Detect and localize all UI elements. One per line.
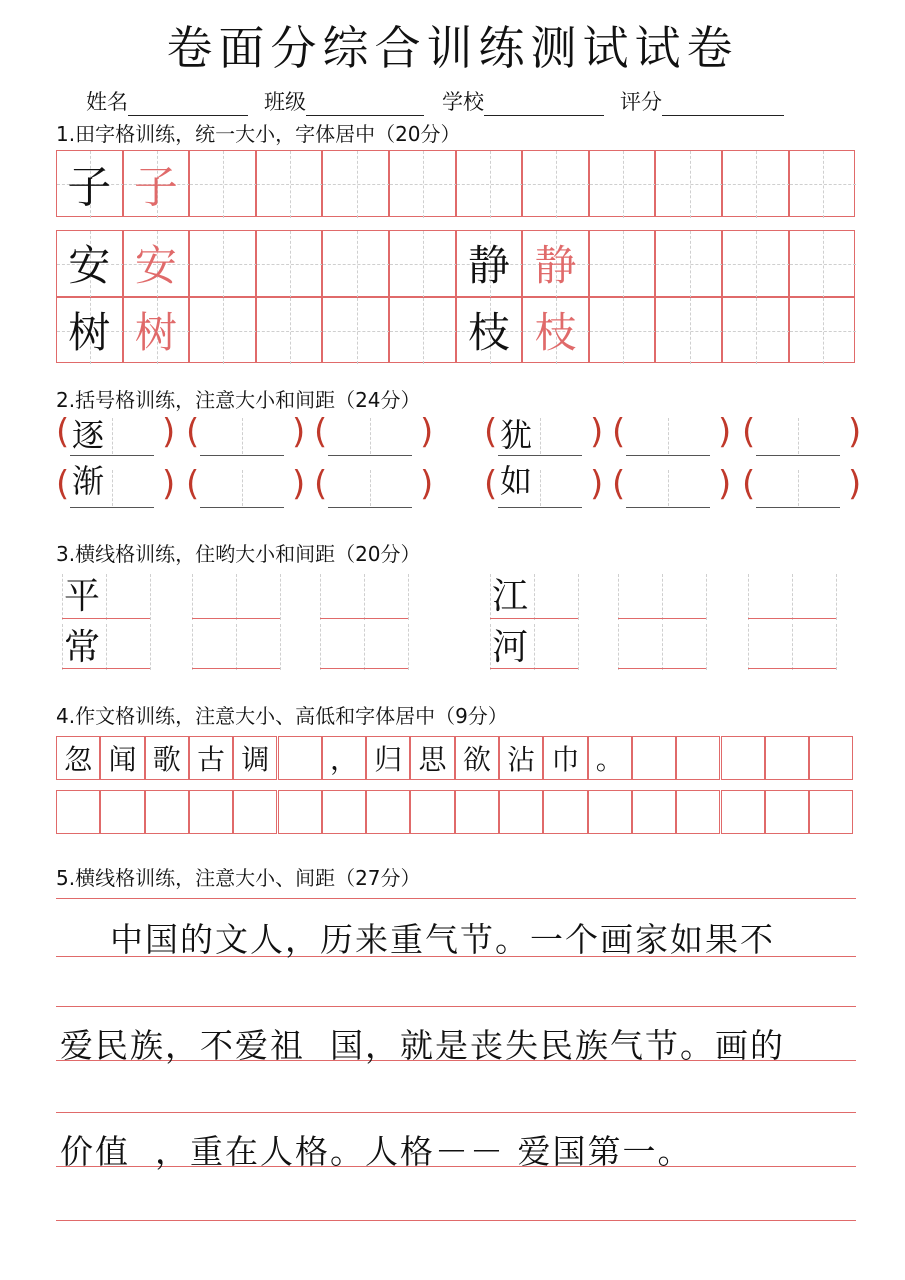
composition-cell[interactable] <box>676 790 720 834</box>
composition-cell[interactable] <box>145 790 189 834</box>
section1-heading: 1.田字格训练，统一大小，字体居中（20分） <box>56 122 461 146</box>
tianzige-cell[interactable] <box>589 297 656 364</box>
composition-cell[interactable] <box>366 790 410 834</box>
model-character: 枝 <box>467 307 510 357</box>
line-grid-word: 平常 <box>64 576 101 668</box>
tianzige-cell[interactable] <box>522 297 589 364</box>
composition-char: 闻 <box>108 743 137 776</box>
composition-cell[interactable] <box>588 736 632 780</box>
bracket-answer-box[interactable] <box>70 468 154 508</box>
composition-cell[interactable] <box>322 736 366 780</box>
composition-cell[interactable] <box>56 790 100 834</box>
composition-cell[interactable] <box>410 790 454 834</box>
bracket-answer-box[interactable] <box>756 416 840 456</box>
composition-cell[interactable] <box>455 736 499 780</box>
writing-line <box>56 1112 856 1113</box>
tianzige-cell[interactable] <box>522 150 589 217</box>
tianzige-cell[interactable] <box>56 150 123 217</box>
composition-cell[interactable] <box>765 736 809 780</box>
trace-character: 枝 <box>534 307 577 357</box>
composition-cell[interactable] <box>366 736 410 780</box>
composition-char: ， <box>329 743 358 776</box>
bracket-answer-box[interactable] <box>328 468 412 508</box>
composition-char: 古 <box>197 743 226 776</box>
writing-line <box>56 1220 856 1221</box>
bracket-right: ) <box>292 412 306 452</box>
composition-cell[interactable] <box>676 736 720 780</box>
bracket-left: ( <box>186 464 200 504</box>
score-label: 评分 <box>620 90 662 114</box>
bracket-right: ) <box>848 464 862 504</box>
tianzige-cell[interactable] <box>655 150 722 217</box>
tianzige-cell[interactable] <box>522 230 589 297</box>
composition-cell[interactable] <box>100 790 144 834</box>
bracket-left: ( <box>186 412 200 452</box>
bracket-answer-box[interactable] <box>626 416 710 456</box>
trace-character: 子 <box>133 162 178 214</box>
tianzige-cell[interactable] <box>655 297 722 364</box>
bracket-right: ) <box>718 412 732 452</box>
line-grid-box[interactable] <box>192 624 280 670</box>
tianzige-cell[interactable] <box>789 230 856 297</box>
paragraph-line-2: 爱民族，不爱祖 国，就是丧失民族气节。画的 <box>60 1026 785 1065</box>
bracket-left: ( <box>484 464 498 504</box>
line-grid-box[interactable] <box>748 574 836 620</box>
bracket-left: ( <box>56 412 70 452</box>
tianzige-cell[interactable] <box>389 230 456 297</box>
composition-char: 调 <box>241 743 270 776</box>
tianzige-cell[interactable] <box>789 297 856 364</box>
bracket-left: ( <box>314 412 328 452</box>
line-grid-box[interactable] <box>748 624 836 670</box>
composition-cell[interactable] <box>543 790 587 834</box>
composition-cell[interactable] <box>632 790 676 834</box>
trace-character: 树 <box>134 307 177 357</box>
tianzige-cell[interactable] <box>589 230 656 297</box>
tianzige-cell[interactable] <box>456 297 523 364</box>
bracket-left: ( <box>742 412 756 452</box>
composition-cell[interactable] <box>322 790 366 834</box>
page-title: 卷面分综合训练测试试卷 <box>166 21 739 75</box>
bracket-answer-box[interactable] <box>200 416 284 456</box>
tianzige-cell[interactable] <box>123 297 190 364</box>
composition-cell[interactable] <box>632 736 676 780</box>
line-grid-word: 江河 <box>492 576 529 668</box>
line-grid-box[interactable] <box>192 574 280 620</box>
composition-cell[interactable] <box>809 736 853 780</box>
tianzige-cell[interactable] <box>389 297 456 364</box>
bracket-answer-box[interactable] <box>626 468 710 508</box>
composition-char: 忽 <box>64 743 93 776</box>
model-character: 静 <box>467 241 510 291</box>
tianzige-cell[interactable] <box>123 150 190 217</box>
composition-char: 思 <box>418 743 447 776</box>
class-label: 班级 <box>264 90 306 114</box>
composition-cell[interactable] <box>189 790 233 834</box>
bracket-answer-box[interactable] <box>200 468 284 508</box>
composition-cell[interactable] <box>721 790 765 834</box>
trace-character: 安 <box>134 241 177 291</box>
line-grid-box[interactable] <box>618 624 706 670</box>
tianzige-cell[interactable] <box>589 150 656 217</box>
bracket-right: ) <box>420 464 434 504</box>
composition-cell[interactable] <box>543 736 587 780</box>
composition-cell[interactable] <box>233 790 277 834</box>
tianzige-cell[interactable] <box>123 230 190 297</box>
tianzige-cell[interactable] <box>456 230 523 297</box>
composition-cell[interactable] <box>189 736 233 780</box>
tianzige-cell[interactable] <box>389 150 456 217</box>
school-label: 学校 <box>442 90 484 114</box>
composition-cell[interactable] <box>809 790 853 834</box>
name-field[interactable] <box>86 86 248 116</box>
composition-char: 巾 <box>551 743 580 776</box>
paragraph-line-3: 价值 ，重在人格。人格－－ 爱国第一。 <box>60 1132 693 1171</box>
tianzige-cell[interactable] <box>256 297 323 364</box>
composition-cell[interactable] <box>233 736 277 780</box>
writing-line <box>56 1006 856 1007</box>
bracket-left: ( <box>612 412 626 452</box>
tianzige-cell[interactable] <box>322 230 389 297</box>
composition-cell[interactable] <box>721 736 765 780</box>
tianzige-cell[interactable] <box>456 150 523 217</box>
tianzige-cell[interactable] <box>56 297 123 364</box>
bracket-answer-box[interactable] <box>756 468 840 508</box>
tianzige-cell[interactable] <box>322 150 389 217</box>
composition-cell[interactable] <box>499 790 543 834</box>
bracket-answer-box[interactable] <box>498 468 582 508</box>
paragraph-line-1: 中国的文人，历来重气节。一个画家如果不 <box>60 920 775 959</box>
model-character: 安 <box>68 241 111 291</box>
composition-char: 。 <box>595 743 624 776</box>
bracket-right: ) <box>292 464 306 504</box>
bracket-left: ( <box>56 464 70 504</box>
line-grid-box[interactable] <box>320 624 408 670</box>
tianzige-cell[interactable] <box>256 230 323 297</box>
composition-cell[interactable] <box>410 736 454 780</box>
school-field[interactable] <box>442 86 604 116</box>
section5-heading: 5.横线格训练，注意大小、间距（27分） <box>56 866 421 890</box>
model-character: 树 <box>68 307 111 357</box>
class-field[interactable] <box>264 86 424 116</box>
tianzige-cell[interactable] <box>189 150 256 217</box>
tianzige-cell[interactable] <box>322 297 389 364</box>
writing-line <box>56 898 856 899</box>
tianzige-cell[interactable] <box>789 150 856 217</box>
bracket-answer-box[interactable] <box>328 416 412 456</box>
section3-heading: 3.横线格训练，住哟大小和间距（20分） <box>56 542 421 566</box>
tianzige-cell[interactable] <box>722 297 789 364</box>
section2-heading: 2.括号格训练，注意大小和间距（24分） <box>56 388 421 412</box>
composition-cell[interactable] <box>765 790 809 834</box>
bracket-right: ) <box>590 412 604 452</box>
bracket-left: ( <box>314 464 328 504</box>
trace-character: 静 <box>534 241 577 291</box>
composition-cell[interactable] <box>588 790 632 834</box>
composition-cell[interactable] <box>499 736 543 780</box>
bracket-right: ) <box>590 464 604 504</box>
tianzige-cell[interactable] <box>722 150 789 217</box>
bracket-word: 逐渐 <box>72 416 105 500</box>
composition-cell[interactable] <box>56 736 100 780</box>
line-grid-box[interactable] <box>62 624 150 670</box>
bracket-right: ) <box>848 412 862 452</box>
composition-cell[interactable] <box>145 736 189 780</box>
bracket-right: ) <box>162 412 176 452</box>
composition-char: 欲 <box>462 743 491 776</box>
bracket-left: ( <box>484 412 498 452</box>
composition-cell[interactable] <box>100 736 144 780</box>
composition-cell[interactable] <box>278 736 322 780</box>
bracket-right: ) <box>420 412 434 452</box>
bracket-right: ) <box>718 464 732 504</box>
tianzige-cell[interactable] <box>655 230 722 297</box>
model-character: 子 <box>67 162 112 214</box>
tianzige-cell[interactable] <box>189 230 256 297</box>
bracket-left: ( <box>612 464 626 504</box>
tianzige-cell[interactable] <box>189 297 256 364</box>
composition-char: 沾 <box>507 743 536 776</box>
line-grid-box[interactable] <box>490 624 578 670</box>
tianzige-cell[interactable] <box>722 230 789 297</box>
composition-cell[interactable] <box>278 790 322 834</box>
bracket-left: ( <box>742 464 756 504</box>
score-field[interactable] <box>620 86 784 116</box>
tianzige-cell[interactable] <box>256 150 323 217</box>
bracket-word: 犹如 <box>500 416 533 500</box>
composition-char: 歌 <box>152 743 181 776</box>
line-grid-box[interactable] <box>320 574 408 620</box>
composition-cell[interactable] <box>455 790 499 834</box>
tianzige-cell[interactable] <box>56 230 123 297</box>
composition-char: 归 <box>374 743 403 776</box>
bracket-right: ) <box>162 464 176 504</box>
line-grid-box[interactable] <box>618 574 706 620</box>
name-label: 姓名 <box>86 90 128 114</box>
section4-heading: 4.作文格训练，注意大小、高低和字体居中（9分） <box>56 704 508 728</box>
